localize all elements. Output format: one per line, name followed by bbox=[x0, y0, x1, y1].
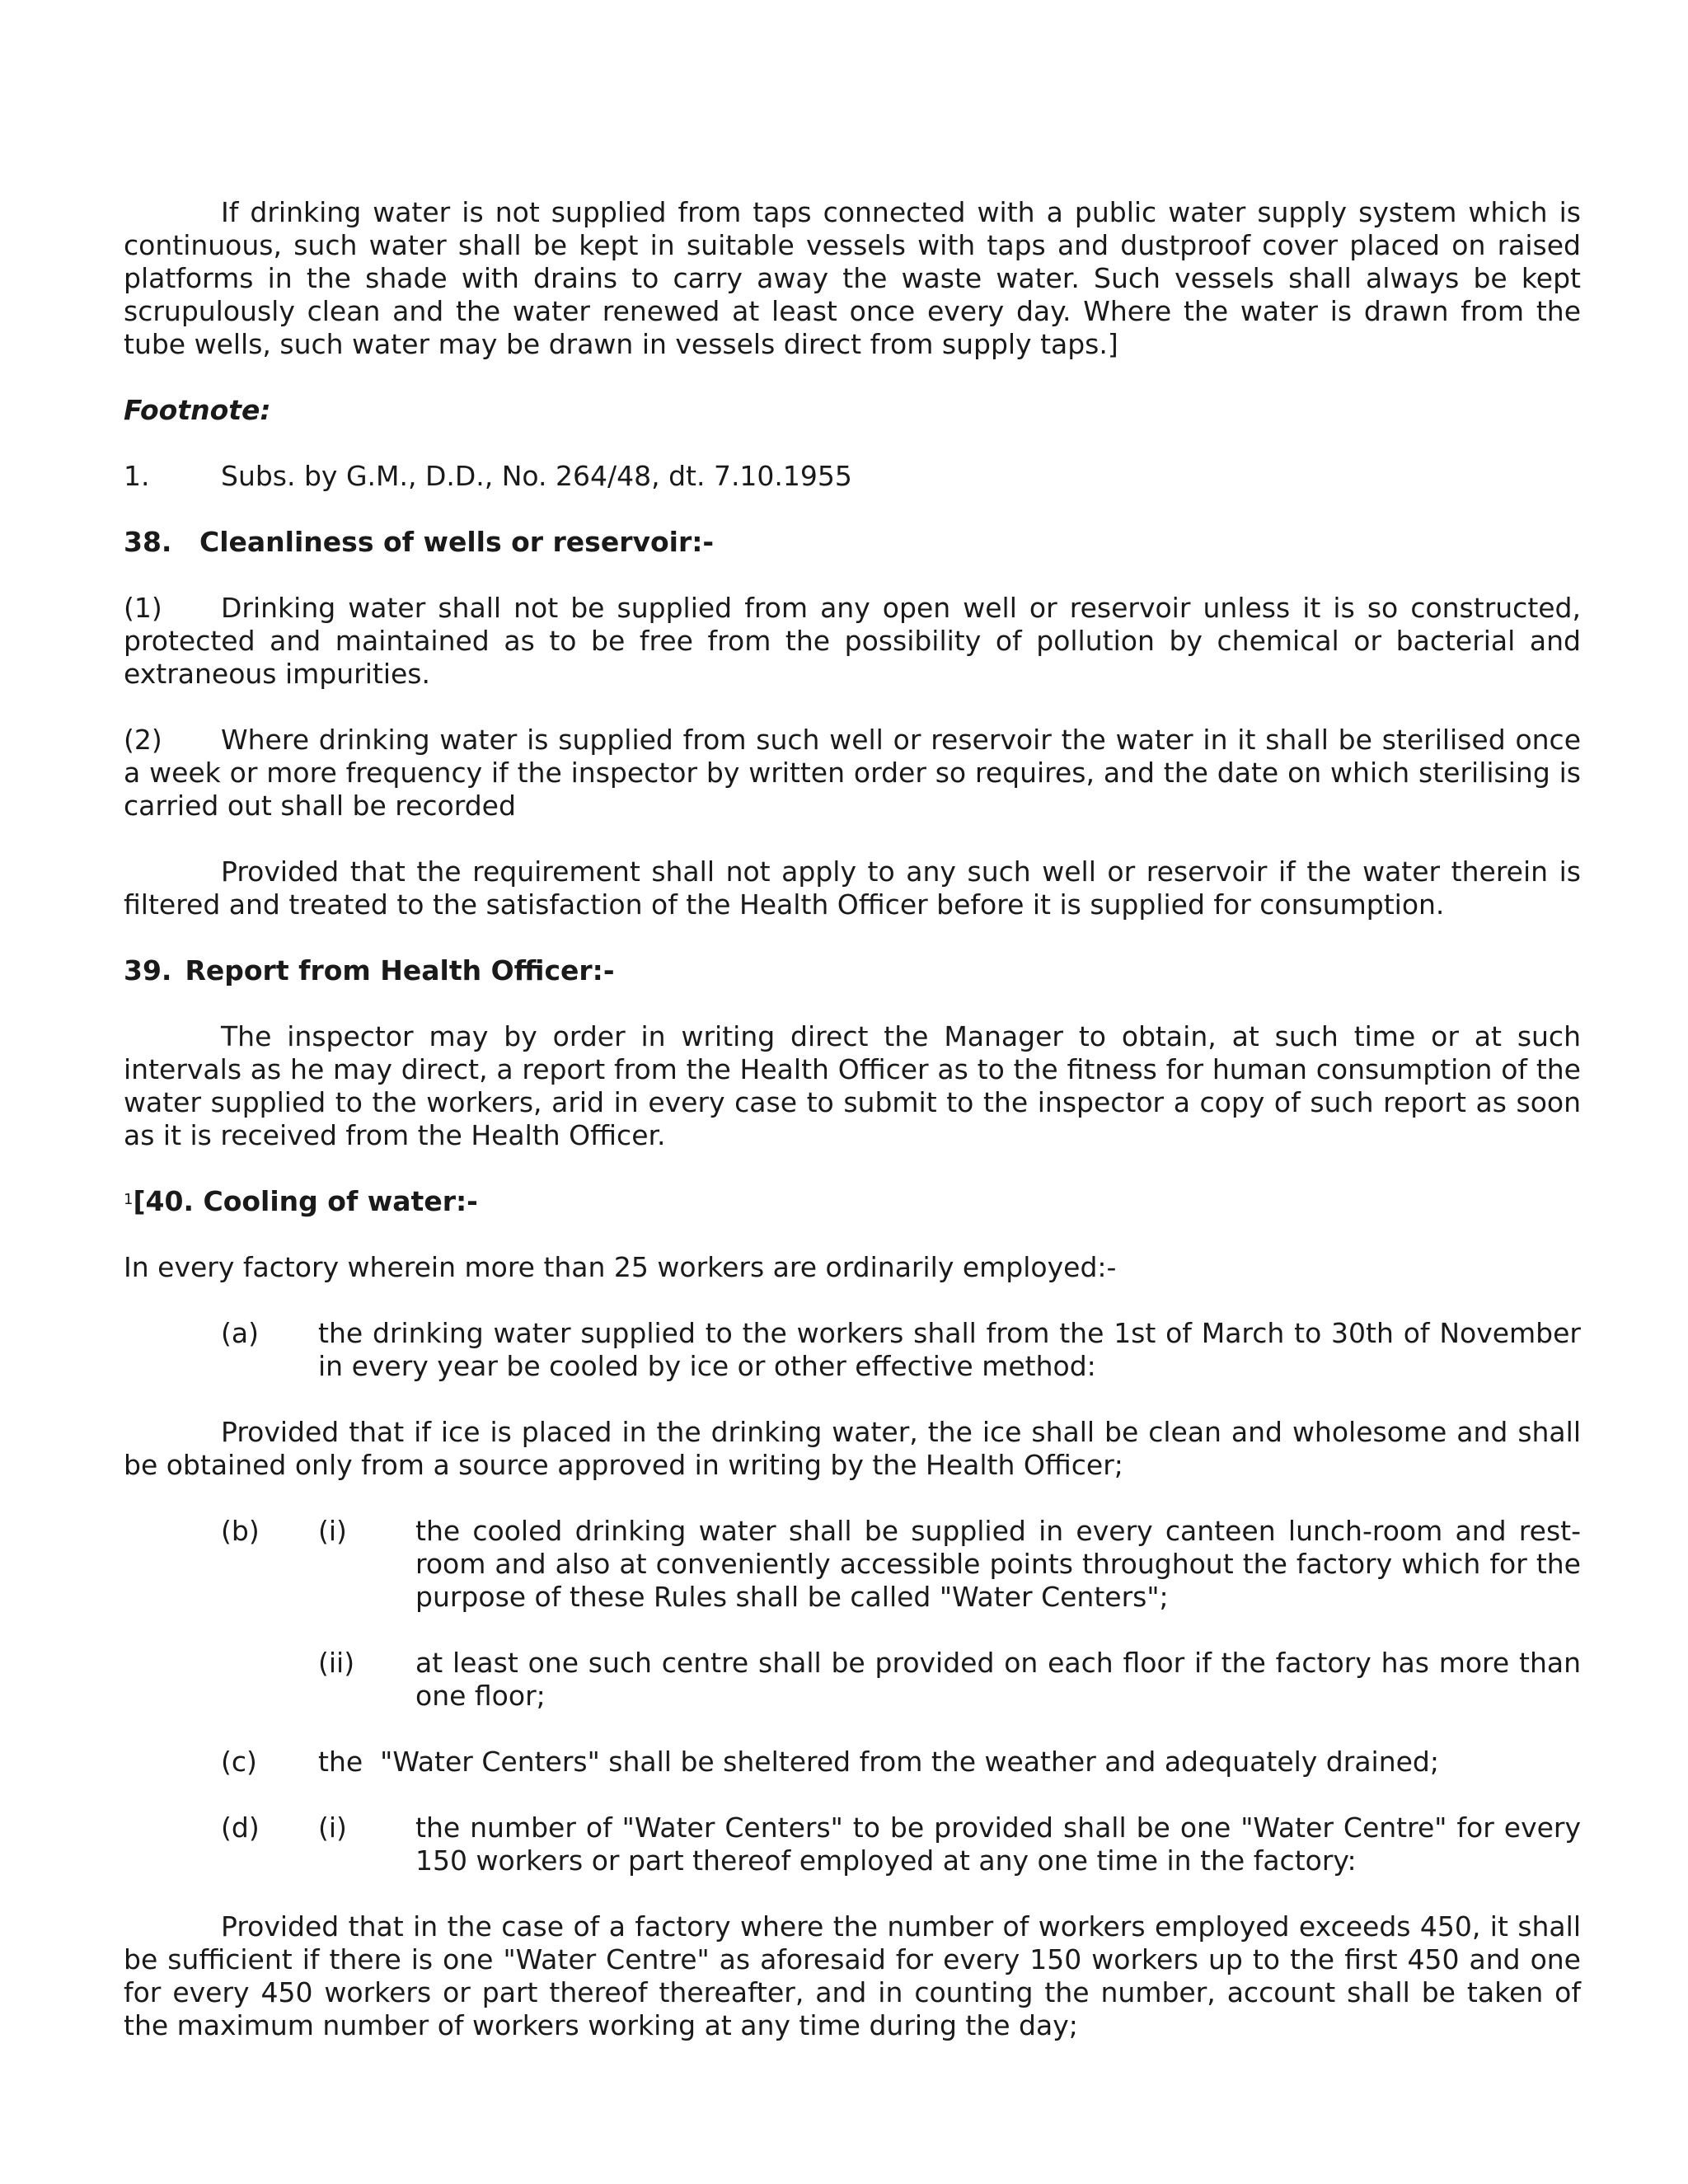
section-40-a-proviso: Provided that if ice is placed in the drinking water, the ice shall be clean and wholesome and shall be obtained only from a source approved in writing by the Health Officer; bbox=[124, 1416, 1581, 1481]
item-text: the cooled drinking water shall be supplied in every canteen lunch-room and rest-room and also at conveniently accessible points throughout the factory which for the purpose of these Rules shall be called "Water Centers"; bbox=[415, 1515, 1581, 1613]
section-40-heading bbox=[124, 1185, 1581, 1218]
footnote-reference: 1 bbox=[124, 1191, 134, 1208]
item-label: (d) bbox=[221, 1811, 260, 1844]
section-38-proviso: Provided that the requirement shall not apply to any such well or reservoir if the water therein is filtered and treated to the satisfaction of the Health Officer before it is supplied for consumption. bbox=[124, 855, 1581, 921]
item-label: (b) bbox=[221, 1515, 260, 1547]
footnote-number: 1. bbox=[124, 460, 150, 492]
section-40-item-d-i bbox=[124, 1811, 1581, 1877]
section-40-item-b-ii bbox=[124, 1647, 1581, 1713]
section-39-body: The inspector may by order in writing direct the Manager to obtain, at such time or at such intervals as he may direct, a report from the Health Officer as to the fitness for human consumption of the water supplied to the workers, arid in every case to submit to the inspector a copy of such report as soon as it is received from the Health Officer. bbox=[124, 1020, 1581, 1151]
item-text: the number of "Water Centers" to be provided shall be one "Water Centre" for every 150 workers or part thereof employed at any one time in the factory: bbox=[415, 1811, 1581, 1877]
section-40-lead: In every factory wherein more than 25 workers are ordinarily employed:- bbox=[124, 1251, 1117, 1283]
subitem-label: (i) bbox=[318, 1515, 347, 1547]
footnote-text: Subs. by G.M., D.D., No. 264/48, dt. 7.10.1955 bbox=[221, 460, 852, 492]
section-38-number: 38. bbox=[124, 526, 172, 558]
section-40-item-a bbox=[124, 1317, 1581, 1383]
clause-number: (1) bbox=[124, 592, 162, 624]
section-39-title: Report from Health Officer:- bbox=[185, 954, 615, 987]
section-38-title: Cleanliness of wells or reservoir:- bbox=[199, 526, 715, 558]
section-40-title: [40. Cooling of water:- bbox=[133, 1185, 478, 1217]
section-38-clause-2-text: Where drinking water is supplied from such well or reservoir the water in it shall be sterilised once a week or more frequency if the inspector by written order so requires, and the date on which sterilising is carried out shall be recorded bbox=[124, 724, 1581, 822]
item-label: (a) bbox=[221, 1317, 259, 1349]
clause-number: (2) bbox=[124, 724, 162, 756]
item-text: the "Water Centers" shall be sheltered from the weather and adequately drained; bbox=[318, 1746, 1439, 1778]
section-38-heading bbox=[124, 526, 1581, 559]
footnote-entry bbox=[124, 460, 1581, 493]
intro-paragraph: If drinking water is not supplied from taps connected with a public water supply system which is continuous, such water shall be kept in suitable vessels with taps and dustproof cover placed on raised platforms in the shade with drains to carry away the waste water. Such vessels shall always be kept scrupulously clean and the water renewed at least once every day. Where the water is drawn from the tube wells, such water may be drawn in vessels direct from supply taps.] bbox=[124, 196, 1581, 360]
document-page bbox=[124, 196, 1581, 2042]
item-label: (c) bbox=[221, 1746, 257, 1778]
subitem-label: (ii) bbox=[318, 1647, 355, 1679]
item-text: the drinking water supplied to the workers shall from the 1st of March to 30th of November in every year be cooled by ice or other effective method: bbox=[318, 1317, 1581, 1382]
section-39-number: 39. bbox=[124, 954, 172, 987]
section-40-item-b-i bbox=[124, 1515, 1581, 1614]
item-text: at least one such centre shall be provided on each floor if the factory has more than one floor; bbox=[415, 1647, 1581, 1712]
section-38-clause-1-text: Drinking water shall not be supplied from any open well or reservoir unless it is so constructed, protected and maintained as to be free from the possibility of pollution by chemical or bacterial and extraneous impurities. bbox=[124, 592, 1581, 690]
section-40-d-proviso: Provided that in the case of a factory where the number of workers employed exceeds 450, it shall be sufficient if there is one "Water Centre" as aforesaid for every 150 workers up to the first 450 and one for every 450 workers or part thereof thereafter, and in counting the number, account shall be taken of the maximum number of workers working at any time during the day; bbox=[124, 1910, 1581, 2041]
footnote-label: Footnote: bbox=[124, 394, 271, 426]
section-40-item-c bbox=[124, 1746, 1581, 1779]
subitem-label: (i) bbox=[318, 1811, 347, 1844]
section-39-heading bbox=[124, 954, 1581, 987]
